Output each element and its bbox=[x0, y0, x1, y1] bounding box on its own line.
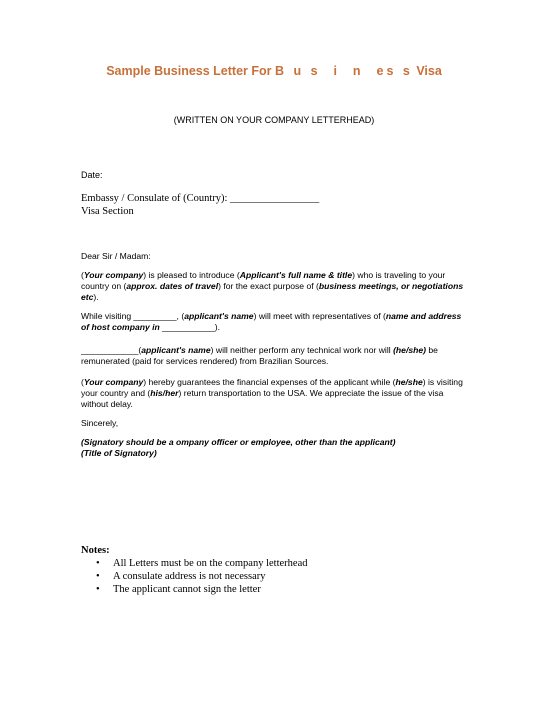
text-run: be remunerated (paid for services rendered) from Brazilian Sources. bbox=[81, 345, 438, 366]
bullet-icon: • bbox=[96, 571, 100, 582]
placeholder-applicant: Applicant's full name & title bbox=[239, 270, 353, 280]
text-run: ). bbox=[93, 292, 99, 302]
list-item bbox=[81, 583, 307, 596]
signatory-line: (Signatory should be a ompany officer or employee, other than the applicant) bbox=[81, 437, 396, 447]
text-run: ( bbox=[81, 270, 84, 280]
paragraph-remuneration bbox=[81, 345, 471, 367]
text-run: While visiting _________, ( bbox=[81, 311, 185, 321]
note-text: A consulate address is not necessary bbox=[113, 571, 266, 582]
text-run: ) for the exact purpose of ( bbox=[218, 281, 319, 291]
text-run: ___________). bbox=[159, 322, 220, 332]
text-run: ( bbox=[81, 377, 84, 387]
placeholder-dates: approx. dates of travel bbox=[126, 281, 219, 291]
bullet-icon: • bbox=[96, 558, 100, 569]
title-spaced-word: B u s i n es s bbox=[275, 64, 413, 78]
embassy-address bbox=[81, 192, 319, 218]
text-run: ) will meet with representatives of ( bbox=[253, 311, 386, 321]
title-suffix: Visa bbox=[412, 64, 442, 78]
placeholder-host-company: name and address of host company in bbox=[81, 311, 462, 332]
note-text: The applicant cannot sign the letter bbox=[113, 584, 261, 595]
list-item bbox=[81, 557, 307, 570]
text-run: ) will neither perform any technical work nor will bbox=[210, 345, 394, 355]
visa-section-line: Visa Section bbox=[81, 206, 134, 217]
notes-list bbox=[81, 557, 307, 596]
placeholder-company: Your company bbox=[83, 270, 144, 280]
salutation: Dear Sir / Madam: bbox=[81, 251, 151, 261]
placeholder-company: Your company bbox=[83, 377, 144, 387]
placeholder-possessive: his/her bbox=[150, 388, 179, 398]
letterhead-note: (WRITTEN ON YOUR COMPANY LETTERHEAD) bbox=[173, 115, 375, 125]
placeholder-pronoun: (he/she) bbox=[393, 345, 427, 355]
text-run: ) who is traveling to your country on ( bbox=[81, 270, 446, 291]
text-run: ) return transportation to the USA. We appreciate the issue of the visa without delay. bbox=[81, 388, 444, 409]
letter-title bbox=[0, 64, 548, 78]
closing: Sincerely, bbox=[81, 418, 119, 428]
list-item bbox=[81, 570, 307, 583]
signatory-block bbox=[81, 437, 471, 459]
placeholder-purpose: business meetings, or negotiations etc bbox=[81, 281, 464, 302]
notes-section bbox=[81, 544, 307, 596]
placeholder-applicant-name: applicant's name bbox=[141, 345, 211, 355]
text-run: ) is pleased to introduce ( bbox=[143, 270, 240, 280]
paragraph-meeting bbox=[81, 311, 471, 333]
signatory-title-line: (Title of Signatory) bbox=[81, 448, 157, 458]
text-run: ____________( bbox=[81, 345, 142, 355]
note-text: All Letters must be on the company letterhead bbox=[113, 558, 308, 569]
placeholder-pronoun: he/she bbox=[395, 377, 423, 387]
embassy-line: Embassy / Consulate of (Country): _________________ bbox=[81, 193, 320, 204]
paragraph-introduction bbox=[81, 270, 471, 303]
title-prefix: Sample Business Letter For bbox=[106, 64, 275, 78]
text-run: ) is visiting your country and ( bbox=[81, 377, 463, 398]
placeholder-applicant-name: applicant's name bbox=[184, 311, 254, 321]
bullet-icon: • bbox=[96, 584, 100, 595]
notes-title: Notes: bbox=[81, 545, 110, 556]
text-run: ) hereby guarantees the financial expenses of the applicant while ( bbox=[143, 377, 396, 387]
date-label: Date: bbox=[81, 170, 103, 180]
paragraph-guarantee bbox=[81, 377, 471, 410]
